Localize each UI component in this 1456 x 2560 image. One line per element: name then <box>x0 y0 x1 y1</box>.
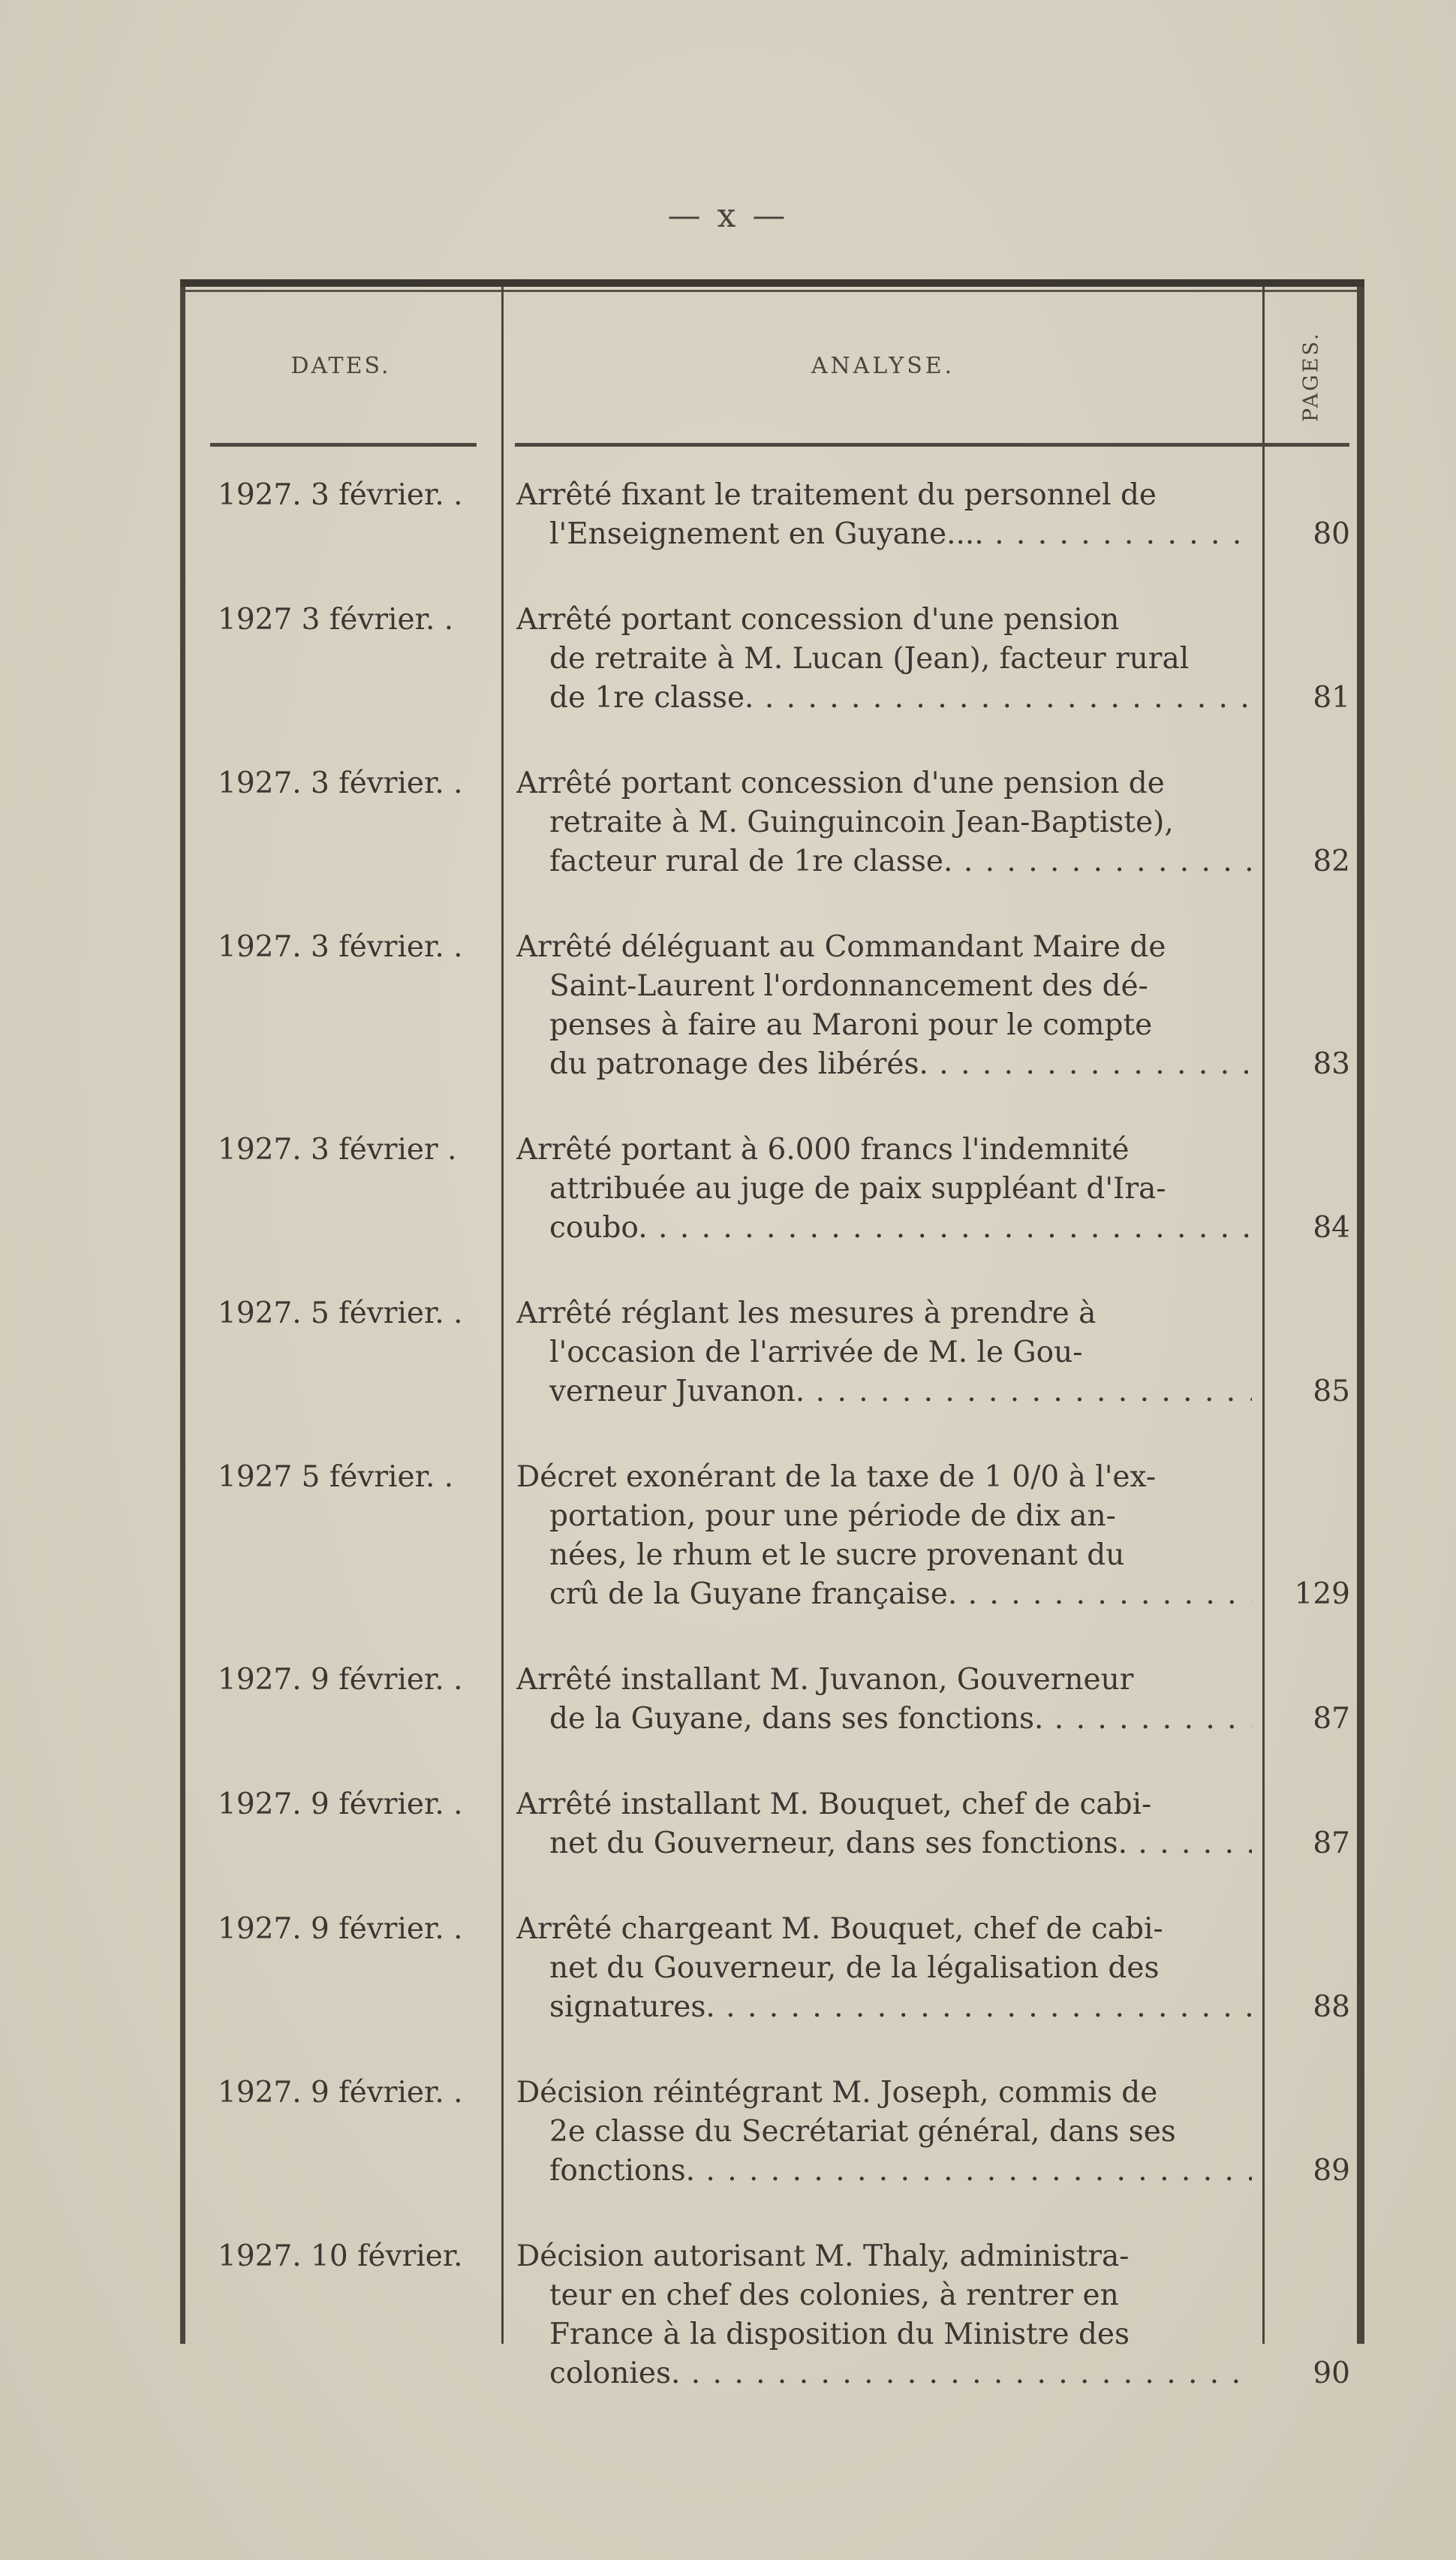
entry-analysis <box>516 1294 1252 1411</box>
entry-analysis <box>516 2074 1252 2191</box>
header-dates: DATES. <box>290 353 391 379</box>
entry-analysis <box>516 928 1252 1084</box>
entry-date: 1927. 3 février. . <box>218 478 463 512</box>
entry-analysis-line: Saint-Laurent l'ordonnancement des dé- <box>549 969 1148 1003</box>
entry-analysis-line: Décision réintégrant M. Joseph, commis de <box>516 2076 1158 2110</box>
entry-analysis <box>516 1785 1252 1863</box>
table-row <box>180 928 1364 1131</box>
table-row <box>180 601 1364 764</box>
entry-page-number: 83 <box>1313 1047 1350 1081</box>
entry-date: 1927. 3 février. . <box>218 766 463 800</box>
entry-analysis-line: attribuée au juge de paix suppléant d'Ira- <box>549 1172 1166 1206</box>
entry-analysis-line: coubo. . . . <box>516 1209 1252 1248</box>
entry-analysis <box>516 601 1252 718</box>
entry-analysis-line: crû de la Guyane française. . . . <box>516 1575 1252 1614</box>
entry-page-number: 129 <box>1294 1577 1350 1611</box>
entry-date: 1927. 3 février. . <box>218 930 463 964</box>
table-row <box>180 764 1364 928</box>
entry-analysis-line: Arrêté réglant les mesures à prendre à <box>516 1297 1097 1330</box>
entry-analysis-line: portation, pour une période de dix an- <box>549 1499 1116 1533</box>
entry-analysis-line: colonies. . . . <box>516 2354 1252 2393</box>
entry-analysis-line: Arrêté portant à 6.000 francs l'indemnité <box>516 1133 1130 1167</box>
entry-analysis-line: de la Guyane, dans ses fonctions. . . . <box>516 1700 1252 1739</box>
entry-analysis-line: nées, le rhum et le sucre provenant du <box>549 1538 1125 1572</box>
entry-analysis-line: fonctions. . . . <box>516 2152 1252 2191</box>
header-analyse: ANALYSE. <box>811 353 955 379</box>
entry-analysis-line: 2e classe du Secrétariat général, dans ses <box>549 2115 1176 2149</box>
entry-analysis-line: retraite à M. Guinguincoin Jean-Baptiste), <box>549 806 1174 839</box>
entry-date: 1927. 3 février . <box>218 1133 457 1167</box>
entry-analysis-line: Arrêté portant concession d'une pension <box>516 603 1120 637</box>
entry-analysis-line: Arrêté portant concession d'une pension de <box>516 766 1165 800</box>
page-folio: — x — <box>667 197 789 235</box>
entry-analysis-line: Décision autorisant M. Thaly, administra- <box>516 2239 1130 2273</box>
entry-page-number: 81 <box>1313 681 1350 715</box>
entry-date: 1927. 10 février. <box>218 2239 463 2273</box>
entry-analysis-line: l'occasion de l'arrivée de M. le Gou- <box>549 1336 1083 1369</box>
entry-date: 1927 3 février. . <box>218 603 454 637</box>
entry-analysis-line: de 1re classe. . . . <box>516 679 1252 718</box>
header-rule-analyse <box>515 443 1340 447</box>
table-row <box>180 1910 1364 2074</box>
table-row <box>180 1458 1364 1661</box>
table-row <box>180 1661 1364 1785</box>
entry-analysis-line: de retraite à M. Lucan (Jean), facteur rural <box>549 642 1190 676</box>
entry-analysis <box>516 1661 1252 1739</box>
table-top-rule-thin <box>180 290 1364 292</box>
entry-analysis-line: net du Gouverneur, de la légalisation des <box>549 1951 1160 1985</box>
entry-analysis-line: du patronage des libérés. . . . <box>516 1045 1252 1084</box>
table-row <box>180 1131 1364 1294</box>
table-row <box>180 476 1364 601</box>
header-pages: PAGES. <box>1299 331 1323 423</box>
entry-analysis <box>516 1910 1252 2027</box>
entry-page-number: 90 <box>1313 2357 1350 2390</box>
header-rule-pages <box>1306 443 1349 447</box>
entry-analysis-line: Arrêté installant M. Bouquet, chef de cabi- <box>516 1787 1152 1821</box>
table-row <box>180 2237 1364 2440</box>
entry-page-number: 89 <box>1313 2154 1350 2188</box>
entry-date: 1927. 9 février. . <box>218 1912 463 1946</box>
table-top-rule <box>180 279 1364 287</box>
entry-analysis <box>516 764 1252 881</box>
entry-analysis-line: teur en chef des colonies, à rentrer en <box>549 2278 1119 2312</box>
entry-analysis-line: Arrêté déléguant au Commandant Maire de <box>516 930 1166 964</box>
entry-analysis-line: France à la disposition du Ministre des <box>549 2318 1130 2351</box>
entry-analysis-line: Arrêté fixant le traitement du personnel de <box>516 478 1157 512</box>
entry-analysis-line: verneur Juvanon. . . . <box>516 1372 1252 1411</box>
entry-date: 1927. 5 février. . <box>218 1297 463 1330</box>
entry-analysis <box>516 1458 1252 1614</box>
entry-date: 1927 5 février. . <box>218 1460 454 1494</box>
entry-date: 1927. 9 février. . <box>218 1663 463 1697</box>
entry-page-number: 85 <box>1313 1375 1350 1408</box>
table-row <box>180 1785 1364 1910</box>
header-rule-dates <box>210 443 477 447</box>
index-table <box>180 279 1364 2390</box>
entry-analysis-line: Décret exonérant de la taxe de 1 0/0 à l'ex- <box>516 1460 1157 1494</box>
entry-analysis-line: net du Gouverneur, dans ses fonctions. . . . <box>516 1824 1252 1863</box>
table-row <box>180 1294 1364 1458</box>
entry-analysis <box>516 2237 1252 2393</box>
entry-page-number: 82 <box>1313 845 1350 878</box>
entry-page-number: 80 <box>1313 517 1350 551</box>
entry-analysis-line: Arrêté installant M. Juvanon, Gouverneur <box>516 1663 1134 1697</box>
entry-analysis-line: facteur rural de 1re classe. . . . <box>516 842 1252 881</box>
entry-analysis-line: penses à faire au Maroni pour le compte <box>549 1008 1153 1042</box>
entry-analysis-line: signatures. . . . <box>516 1988 1252 2027</box>
entry-analysis <box>516 476 1252 554</box>
entry-page-number: 88 <box>1313 1990 1350 2024</box>
entries-list <box>180 476 1364 2440</box>
entry-date: 1927. 9 février. . <box>218 1787 463 1821</box>
entry-analysis-line: l'Enseignement en Guyane.... . . . <box>516 515 1252 554</box>
entry-page-number: 84 <box>1313 1211 1350 1245</box>
entry-analysis <box>516 1131 1252 1248</box>
entry-page-number: 87 <box>1313 1702 1350 1736</box>
entry-date: 1927. 9 février. . <box>218 2076 463 2110</box>
table-row <box>180 2074 1364 2237</box>
entry-analysis-line: Arrêté chargeant M. Bouquet, chef de cabi- <box>516 1912 1163 1946</box>
entry-page-number: 87 <box>1313 1827 1350 1860</box>
